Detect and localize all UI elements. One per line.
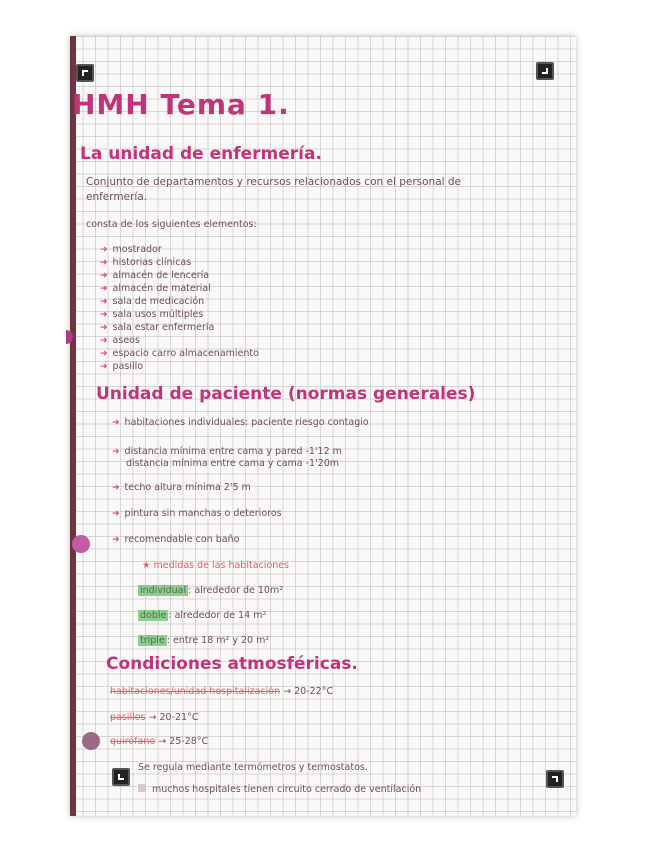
note-text: Se regula mediante termómetros y termostatos. [138, 762, 368, 773]
arrow-icon: ➜ [100, 310, 108, 320]
arrow-icon: ➜ [112, 509, 120, 519]
binder-hole [72, 535, 90, 553]
star-icon: ★ [142, 560, 154, 571]
list-item: ➜ almacén de material [100, 283, 211, 294]
intro-text: enfermería. [86, 191, 148, 203]
rule-item: ➜ techo altura mínima 2'5 m [112, 482, 251, 493]
notebook-page [70, 36, 576, 816]
condition-item: pasillos → 20-21°C [110, 712, 199, 723]
corner-marker-icon [536, 62, 554, 80]
arrow-icon: ➜ [100, 258, 108, 268]
section-heading-condiciones: Condiciones atmosféricas. [106, 654, 358, 674]
arrow-icon: ➜ [100, 362, 108, 372]
rule-item: ➜ pintura sin manchas o deterioros [112, 508, 282, 519]
square-bullet-icon [138, 784, 146, 792]
arrow-icon: ➜ [100, 336, 108, 346]
list-item: ➜ sala usos múltiples [100, 309, 204, 320]
list-item: ➜ historias clínicas [100, 257, 192, 268]
note-text: muchos hospitales tienen circuito cerrado de ventilación [138, 784, 421, 795]
arrow-icon: ➜ [100, 349, 108, 359]
section-heading-unidad-paciente: Unidad de paciente (normas generales) [96, 384, 476, 404]
consists-text: consta de los siguientes elementos: [86, 219, 257, 230]
arrow-icon: ➜ [100, 323, 108, 333]
arrow-icon: ➜ [112, 418, 120, 428]
page-title: HMH Tema 1. [72, 88, 290, 121]
condition-item: quirófano → 25-28°C [110, 736, 209, 747]
rule-item: ➜ recomendable con baño [112, 534, 240, 545]
arrow-icon: ➜ [100, 245, 108, 255]
page-edge [70, 36, 76, 816]
arrow-icon: ➜ [112, 535, 120, 545]
list-item: ➜ espacio carro almacenamiento [100, 348, 259, 359]
size-item: individual : alrededor de 10m² [140, 585, 284, 596]
arrow-icon: ➜ [112, 447, 120, 457]
list-item: ➜ mostrador [100, 244, 162, 255]
corner-marker-icon [112, 768, 130, 786]
sub-heading: ★ medidas de las habitaciones [142, 560, 290, 571]
arrow-icon: ➜ [112, 483, 120, 493]
size-item: doble : alrededor de 14 m² [140, 610, 267, 621]
condition-item: habitaciones/unidad hospitalización → 20-22°C [110, 686, 334, 697]
arrow-icon: ➜ [100, 271, 108, 281]
list-item: ➜ sala estar enfermería [100, 322, 215, 333]
binder-hole [82, 732, 100, 750]
corner-marker-icon [546, 770, 564, 788]
size-item: triple : entre 18 m² y 20 m² [140, 635, 270, 646]
rule-item: ➜ habitaciones individuales: paciente riesgo contagio [112, 417, 369, 428]
list-item: ➜ pasillo [100, 361, 144, 372]
corner-marker-icon [76, 64, 94, 82]
list-item: ➜ sala de medicación [100, 296, 205, 307]
arrow-icon: ➜ [100, 297, 108, 307]
list-item: ➜ almacén de lencería [100, 270, 210, 281]
list-item: ➜ aseos [100, 335, 140, 346]
section-heading-unidad-enfermeria: La unidad de enfermería. [80, 144, 322, 164]
rule-item-continued: distancia mínima entre cama y cama -1'20m [126, 458, 340, 469]
arrow-icon: ➜ [100, 284, 108, 294]
rule-item: ➜ distancia mínima entre cama y pared -1'12 m [112, 446, 342, 457]
intro-text: Conjunto de departamentos y recursos relacionados con el personal de [86, 176, 462, 188]
